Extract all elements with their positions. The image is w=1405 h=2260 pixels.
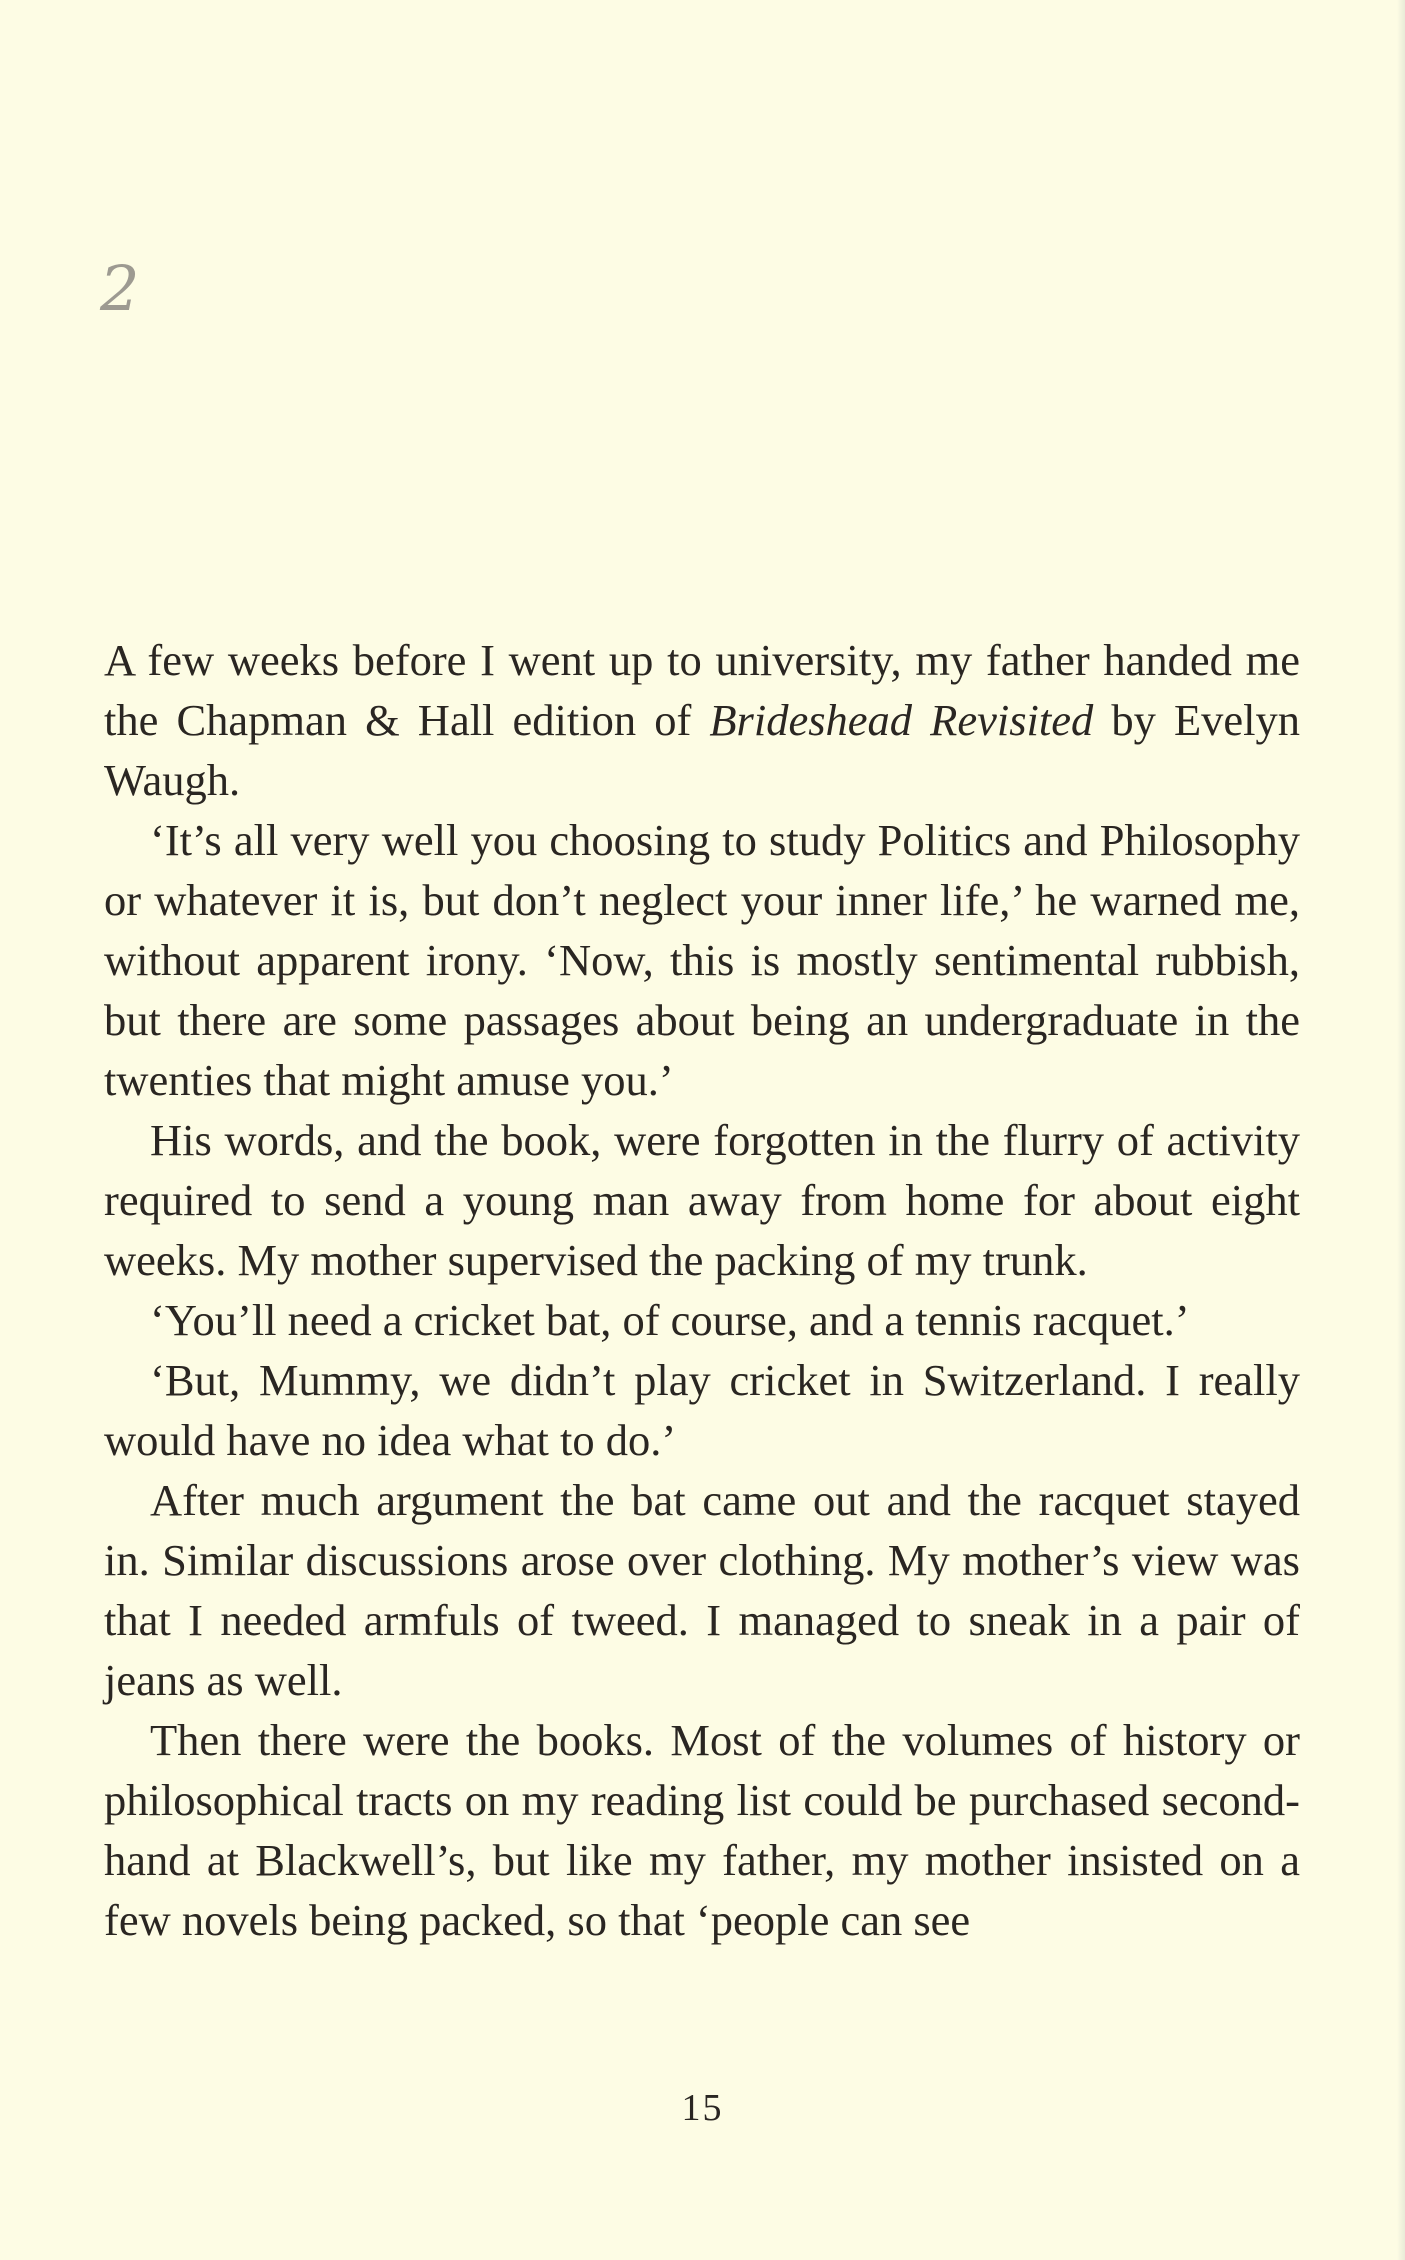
book-title-italic: Brideshead Revisited [709,695,1094,745]
chapter-body-text [104,630,1300,1950]
paragraph-7: Then there were the books. Most of the volumes of history or philosophical tracts on my reading list could be purchased second-hand at Blackwell’s, but like my father, my mother insisted on a few novels being packed, so that ‘people can see [104,1715,1300,1945]
page-number: 15 [681,2087,724,2129]
paragraph-4: ‘You’ll need a cricket bat, of course, and a tennis racquet.’ [150,1295,1190,1345]
page-edge-shadow [1397,0,1405,2260]
paragraph-6: After much argument the bat came out and the racquet stayed in. Similar discussions arose over clothing. My mother’s view was that I needed armfuls of tweed. I managed to sneak in a pair of jeans as well. [104,1475,1300,1705]
paragraph-1-text-start: A few weeks before I went up to university, my father handed me the Chapman & Hall edition of [104,635,1300,745]
paragraph-1 [104,630,1300,810]
paragraph-1-text-end: by Evelyn Waugh. [104,695,1300,805]
chapter-number: 2 [100,252,138,325]
paragraph-3: His words, and the book, were forgotten in the flurry of activity required to send a young man away from home for about eight weeks. My mother supervised the packing of my trunk. [104,1115,1300,1285]
paragraph-5: ‘But, Mummy, we didn’t play cricket in Switzerland. I really would have no idea what to do.’ [104,1355,1300,1465]
paragraph-2: ‘It’s all very well you choosing to study Politics and Philosophy or whatever it is, but don’t neglect your inner life,’ he warned me, without apparent irony. ‘Now, this is mostly sentimental rubbish, but there are some passages about being an undergraduate in the twenties that might amuse you.’ [104,815,1300,1105]
